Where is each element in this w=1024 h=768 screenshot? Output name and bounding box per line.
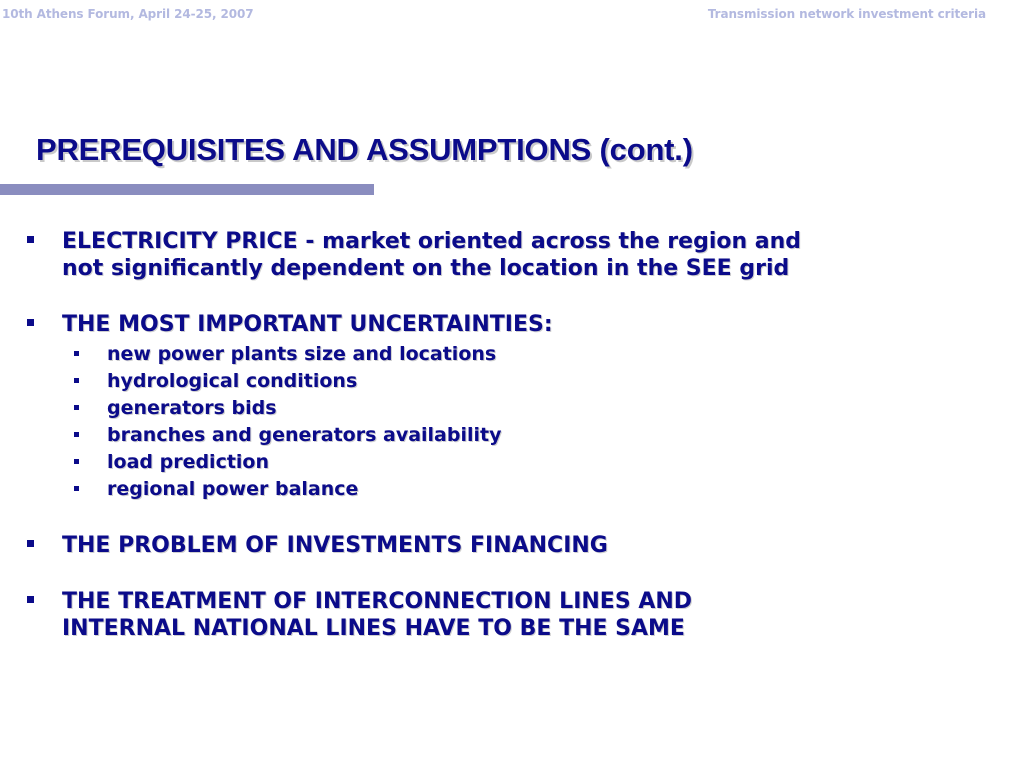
title-underline-bar (0, 184, 374, 195)
sub-bullet-text: regional power balance (107, 478, 359, 500)
square-bullet-icon (27, 596, 34, 603)
sub-bullet-item (27, 341, 987, 368)
sub-bullet-text: hydrological conditions (107, 370, 358, 392)
sub-bullet-text: new power plants size and locations (107, 343, 497, 365)
square-bullet-icon (27, 236, 34, 243)
small-square-bullet-icon (74, 459, 79, 464)
sub-bullet-text: branches and generators availability (107, 424, 502, 446)
sub-bullet-item (27, 476, 987, 503)
bullet-text: THE MOST IMPORTANT UNCERTAINTIES: (62, 312, 553, 337)
bullet-item (27, 532, 987, 559)
sub-bullet-list (27, 341, 987, 503)
sub-bullet-text: load prediction (107, 451, 270, 473)
bullet-text: ELECTRICITY PRICE - market oriented across the region and not significantly dependent on the location in the SEE grid (62, 229, 802, 281)
bullet-item (27, 228, 987, 282)
bullet-item (27, 588, 987, 642)
sub-bullet-item (27, 449, 987, 476)
square-bullet-icon (27, 540, 34, 547)
header-event: 10th Athens Forum, April 24-25, 2007 (2, 7, 254, 21)
small-square-bullet-icon (74, 486, 79, 491)
small-square-bullet-icon (74, 351, 79, 356)
bullet-text: THE TREATMENT OF INTERCONNECTION LINES AND INTERNAL NATIONAL LINES HAVE TO BE THE SAME (62, 589, 693, 641)
square-bullet-icon (27, 319, 34, 326)
sub-bullet-item (27, 368, 987, 395)
bullet-list (27, 228, 987, 642)
sub-bullet-item (27, 422, 987, 449)
small-square-bullet-icon (74, 378, 79, 383)
small-square-bullet-icon (74, 432, 79, 437)
header-topic: Transmission network investment criteria (707, 7, 986, 21)
slide-title: PREREQUISITES AND ASSUMPTIONS (cont.) (36, 132, 693, 167)
sub-bullet-item (27, 395, 987, 422)
sub-bullet-text: generators bids (107, 397, 277, 419)
bullet-text: THE PROBLEM OF INVESTMENTS FINANCING (62, 533, 608, 558)
bullet-item (27, 311, 987, 503)
small-square-bullet-icon (74, 405, 79, 410)
